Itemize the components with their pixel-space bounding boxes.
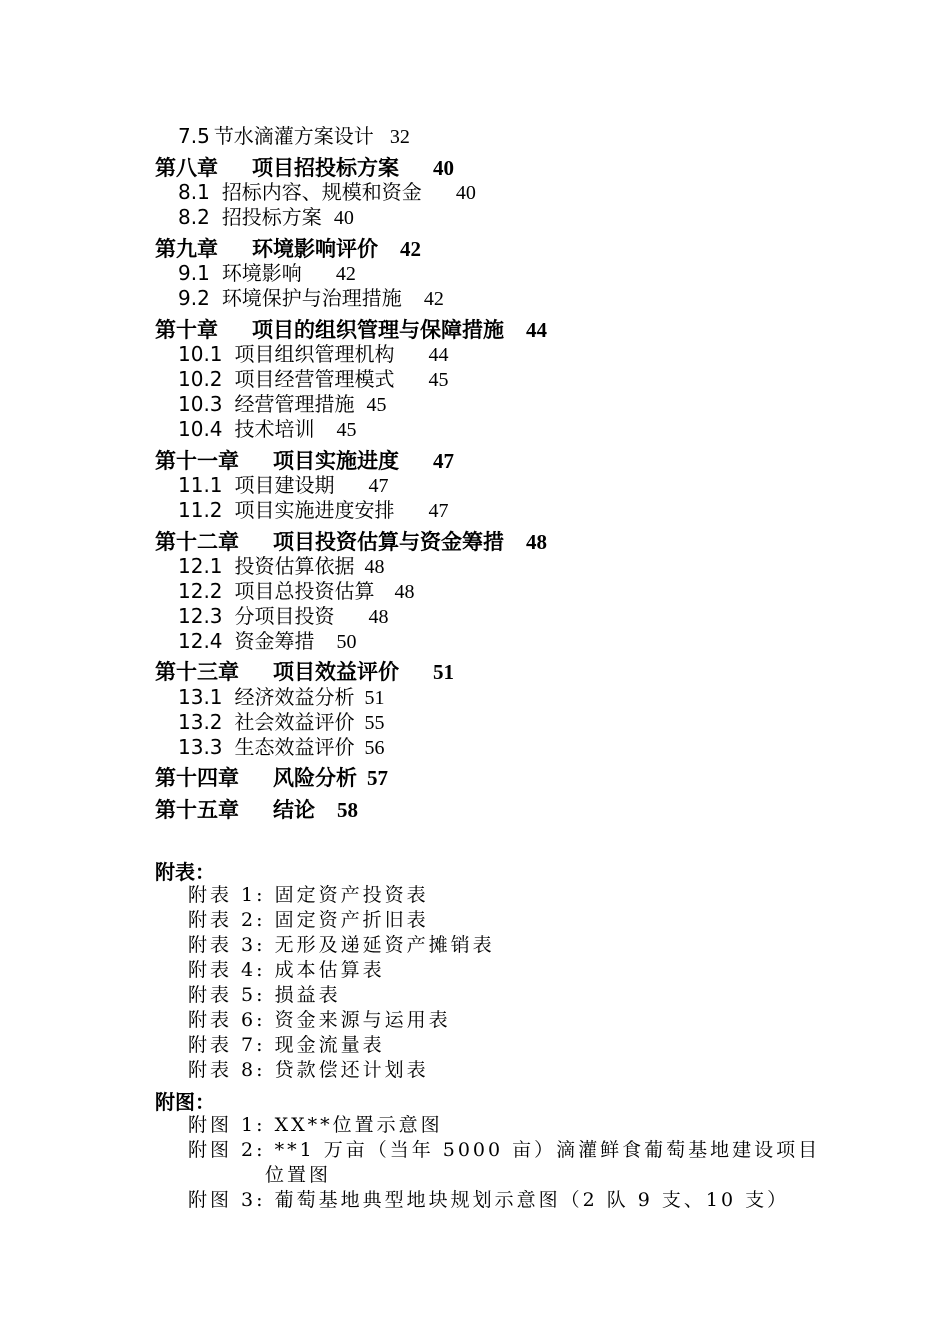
chapter-title: 项目的组织管理与保障措施 — [252, 318, 504, 342]
appendix-figure-item-continuation: 位置图 — [265, 1164, 332, 1186]
appendix-table-item: 附表 6: 资金来源与运用表 — [188, 1009, 451, 1031]
chapter-number: 第十二章 — [155, 530, 239, 554]
toc-page: 47 — [368, 475, 389, 497]
toc-number: 9.1 — [178, 261, 210, 285]
toc-page: 42 — [335, 263, 356, 285]
toc-title: 经营管理措施 — [234, 392, 355, 416]
chapter-title: 环境影响评价 — [252, 237, 378, 261]
toc-chapter — [155, 235, 421, 263]
toc-number: 12.1 — [178, 554, 223, 578]
appendix-table-item: 附表 4: 成本估算表 — [188, 959, 385, 981]
toc-entry — [178, 554, 385, 580]
toc-entry — [178, 579, 415, 605]
toc-chapter — [155, 796, 358, 824]
chapter-title: 项目效益评价 — [273, 660, 399, 684]
toc-page: 45 — [336, 419, 357, 441]
toc-title: 技术培训 — [234, 417, 315, 441]
toc-page: 48 — [364, 556, 385, 578]
toc-title: 项目总投资估算 — [234, 579, 375, 603]
toc-title: 招投标方案 — [221, 205, 322, 229]
toc-entry — [178, 392, 387, 418]
toc-entry — [178, 473, 389, 499]
chapter-page: 58 — [337, 798, 358, 822]
appendix-figures-heading: 附图： — [155, 1090, 215, 1114]
toc-page: 32 — [389, 126, 410, 148]
toc-chapter — [155, 528, 547, 556]
toc-title: 招标内容、规模和资金 — [221, 180, 422, 204]
toc-number: 9.2 — [178, 286, 210, 310]
toc-title: 项目经营管理模式 — [234, 367, 395, 391]
toc-page: 56 — [364, 737, 385, 759]
appendix-table-item: 附表 1: 固定资产投资表 — [188, 884, 429, 906]
toc-chapter — [155, 658, 454, 686]
toc-entry — [178, 735, 385, 761]
toc-page: 51 — [364, 687, 385, 709]
toc-entry — [178, 604, 389, 630]
toc-page: 48 — [394, 581, 415, 603]
chapter-page: 42 — [400, 237, 421, 261]
toc-page: 40 — [455, 182, 476, 204]
toc-title: 投资估算依据 — [234, 554, 355, 578]
toc-entry — [178, 205, 354, 231]
chapter-number: 第八章 — [155, 156, 218, 180]
chapter-page: 51 — [433, 660, 454, 684]
toc-number: 12.3 — [178, 604, 223, 628]
chapter-number: 第九章 — [155, 237, 218, 261]
appendix-tables-heading: 附表： — [155, 860, 215, 884]
toc-number: 10.3 — [178, 392, 223, 416]
chapter-title: 项目投资估算与资金筹措 — [273, 530, 504, 554]
chapter-number: 第十章 — [155, 318, 218, 342]
toc-page: 48 — [368, 606, 389, 628]
toc-title: 项目实施进度安排 — [234, 498, 395, 522]
chapter-page: 57 — [367, 766, 388, 790]
chapter-title: 项目实施进度 — [273, 449, 399, 473]
toc-entry — [178, 417, 357, 443]
toc-entry — [178, 124, 410, 150]
toc-title: 项目组织管理机构 — [234, 342, 395, 366]
toc-entry — [178, 685, 385, 711]
chapter-page: 47 — [433, 449, 454, 473]
appendix-table-item: 附表 7: 现金流量表 — [188, 1034, 385, 1056]
toc-number: 10.4 — [178, 417, 223, 441]
chapter-page: 40 — [433, 156, 454, 180]
appendix-figure-item: 附图 2: **1 万亩（当年 5000 亩）滴灌鲜食葡萄基地建设项目 — [188, 1139, 821, 1161]
toc-number: 7.5 — [178, 124, 210, 148]
toc-page: 40 — [333, 207, 354, 229]
toc-entry — [178, 286, 444, 312]
toc-title: 资金筹措 — [234, 629, 315, 653]
toc-title: 环境保护与治理措施 — [221, 286, 402, 310]
toc-title: 节水滴灌方案设计 — [213, 124, 374, 148]
toc-chapter — [155, 154, 454, 182]
chapter-number: 第十一章 — [155, 449, 239, 473]
toc-title: 分项目投资 — [234, 604, 335, 628]
toc-chapter — [155, 764, 388, 792]
appendix-table-item: 附表 3: 无形及递延资产摊销表 — [188, 934, 495, 956]
chapter-title: 风险分析 — [273, 766, 357, 790]
toc-number: 8.2 — [178, 205, 210, 229]
toc-chapter — [155, 316, 547, 344]
toc-title: 生态效益评价 — [234, 735, 355, 759]
appendix-table-item: 附表 2: 固定资产折旧表 — [188, 909, 429, 931]
toc-title: 社会效益评价 — [234, 710, 355, 734]
toc-page: 45 — [366, 394, 387, 416]
toc-entry — [178, 629, 357, 655]
toc-page: 47 — [428, 500, 449, 522]
toc-entry — [178, 342, 449, 368]
toc-entry — [178, 498, 449, 524]
toc-number: 11.1 — [178, 473, 223, 497]
toc-chapter — [155, 447, 454, 475]
toc-entry — [178, 710, 385, 736]
chapter-page: 44 — [526, 318, 547, 342]
chapter-title: 结论 — [273, 798, 315, 822]
chapter-title: 项目招投标方案 — [252, 156, 399, 180]
toc-number: 8.1 — [178, 180, 210, 204]
chapter-number: 第十五章 — [155, 798, 239, 822]
appendix-figure-item: 附图 1: XX**位置示意图 — [188, 1114, 443, 1136]
toc-page: 55 — [364, 712, 385, 734]
toc-entry — [178, 261, 356, 287]
appendix-table-item: 附表 5: 损益表 — [188, 984, 341, 1006]
chapter-number: 第十三章 — [155, 660, 239, 684]
toc-number: 11.2 — [178, 498, 223, 522]
toc-page: 44 — [428, 344, 449, 366]
toc-number: 13.2 — [178, 710, 223, 734]
toc-number: 13.3 — [178, 735, 223, 759]
chapter-number: 第十四章 — [155, 766, 239, 790]
toc-title: 经济效益分析 — [234, 685, 355, 709]
toc-page: 50 — [336, 631, 357, 653]
toc-title: 环境影响 — [221, 261, 302, 285]
appendix-figure-item: 附图 3: 葡萄基地典型地块规划示意图（2 队 9 支、10 支） — [188, 1189, 790, 1211]
chapter-page: 48 — [526, 530, 547, 554]
toc-page: 45 — [428, 369, 449, 391]
toc-page: 42 — [423, 288, 444, 310]
toc-entry — [178, 367, 449, 393]
toc-entry — [178, 180, 476, 206]
toc-number: 10.2 — [178, 367, 223, 391]
appendix-table-item: 附表 8: 贷款偿还计划表 — [188, 1059, 429, 1081]
toc-number: 12.4 — [178, 629, 223, 653]
toc-title: 项目建设期 — [234, 473, 335, 497]
toc-number: 13.1 — [178, 685, 223, 709]
toc-number: 12.2 — [178, 579, 223, 603]
toc-number: 10.1 — [178, 342, 223, 366]
